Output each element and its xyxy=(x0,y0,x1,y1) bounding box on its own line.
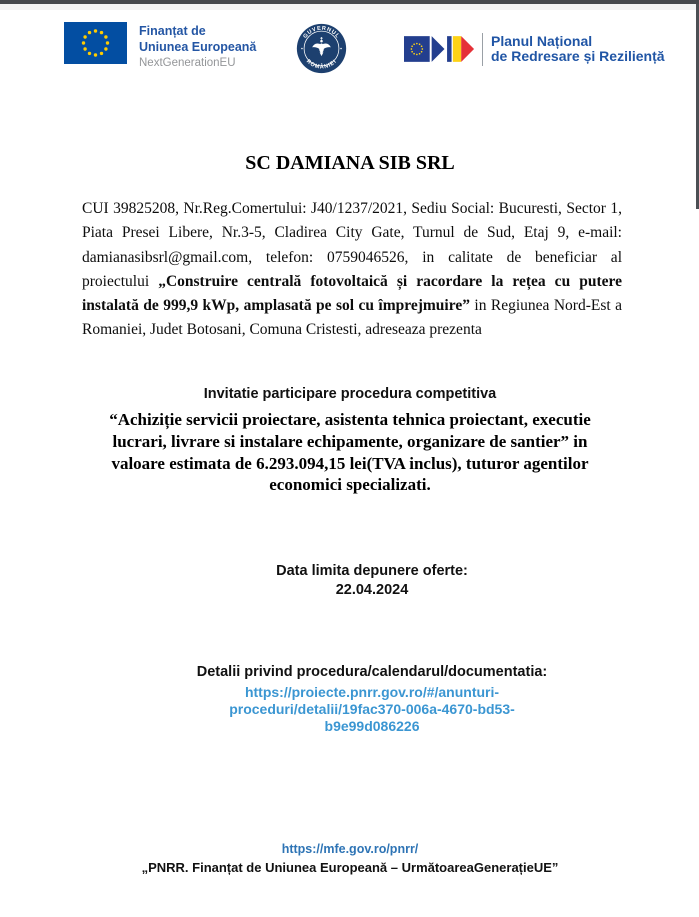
footer-block xyxy=(40,841,660,876)
pnrr-logo-icon xyxy=(404,27,476,71)
procedure-details-block xyxy=(92,663,652,734)
company-title: SC DAMIANA SIB SRL xyxy=(245,152,455,174)
romanian-government-seal-icon xyxy=(296,23,347,74)
pnrr-logo xyxy=(404,27,665,71)
eu-funding-logo-text xyxy=(139,22,256,72)
eu-funding-logo xyxy=(64,22,256,72)
window-top-strip xyxy=(0,4,699,10)
funding-logos-header xyxy=(0,20,699,90)
procedure-url-link[interactable] xyxy=(92,684,652,734)
intro-paragraph-part2: in Regiunea Nord-Est a Romaniei, Judet Botosani, Comuna Cristesti, adreseaza prezenta xyxy=(82,297,622,339)
next-generation-eu-label: NextGenerationEU xyxy=(139,57,236,69)
pnrr-logo-line2: de Redresare și Reziliență xyxy=(491,48,665,64)
deadline-date: 22.04.2024 xyxy=(335,581,409,598)
invitation-body: “Achiziție servicii proiectare, asistenta tehnica proiectant, executie lucrari, livrare si instalare echipamente, organizare de santier” in valoare estimata de 6.293.094,15 lei(TVA inclus), tuturor agentilor economici specializati. xyxy=(109,410,591,495)
procedure-url-line2[interactable]: proceduri/detalii/19fac370-006a-4670-bd53- xyxy=(229,700,515,717)
intro-paragraph xyxy=(82,197,622,343)
procedure-url-line1[interactable]: https://proiecte.pnrr.gov.ro/#/anunturi- xyxy=(244,684,500,700)
eu-funding-line2: Uniunea Europeană xyxy=(139,40,257,54)
mfe-pnrr-link[interactable]: https://mfe.gov.ro/pnrr/ xyxy=(281,842,419,856)
invitation-heading: Invitatie participare procedura competitiva xyxy=(203,386,497,402)
eu-funding-line1: Finanțat de xyxy=(139,24,206,38)
deadline-block xyxy=(92,562,652,599)
funding-statement: „PNRR. Finanțat de Uniunea Europeană – UrmătoareaGenerațieUE” xyxy=(141,860,559,875)
project-name-bold: „Construire centrală fotovoltaică și racordare la rețea cu putere instalată de 999,9 kWp, amplasată pe sol cu împrejmuire” xyxy=(82,272,622,315)
procedure-url-line3[interactable]: b9e99d086226 xyxy=(324,717,420,734)
pnrr-logo-text xyxy=(482,33,665,66)
seal-bottom-text: ROMÂNIEI xyxy=(304,58,339,71)
details-label: Detalii privind procedura/calendarul/documentatia: xyxy=(196,664,548,680)
deadline-label: Data limita depunere oferte: xyxy=(276,563,468,579)
eu-flag-icon xyxy=(64,22,127,64)
seal-top-text: GUVERNUL xyxy=(302,25,341,40)
pnrr-logo-line1: Planul Național xyxy=(491,32,593,49)
intro-paragraph-part1: CUI 39825208, Nr.Reg.Comertului: J40/1237/2021, Sediu Social: Bucuresti, Sector 1, Piata Presei Libere, Nr.3-5, Cladirea City Gate, Turnul de Sud, Etaj 9, e-mail: damianasibsrl@gmail.com, telefon: 0759046526, in calitate de beneficiar al proiectului xyxy=(82,200,622,290)
